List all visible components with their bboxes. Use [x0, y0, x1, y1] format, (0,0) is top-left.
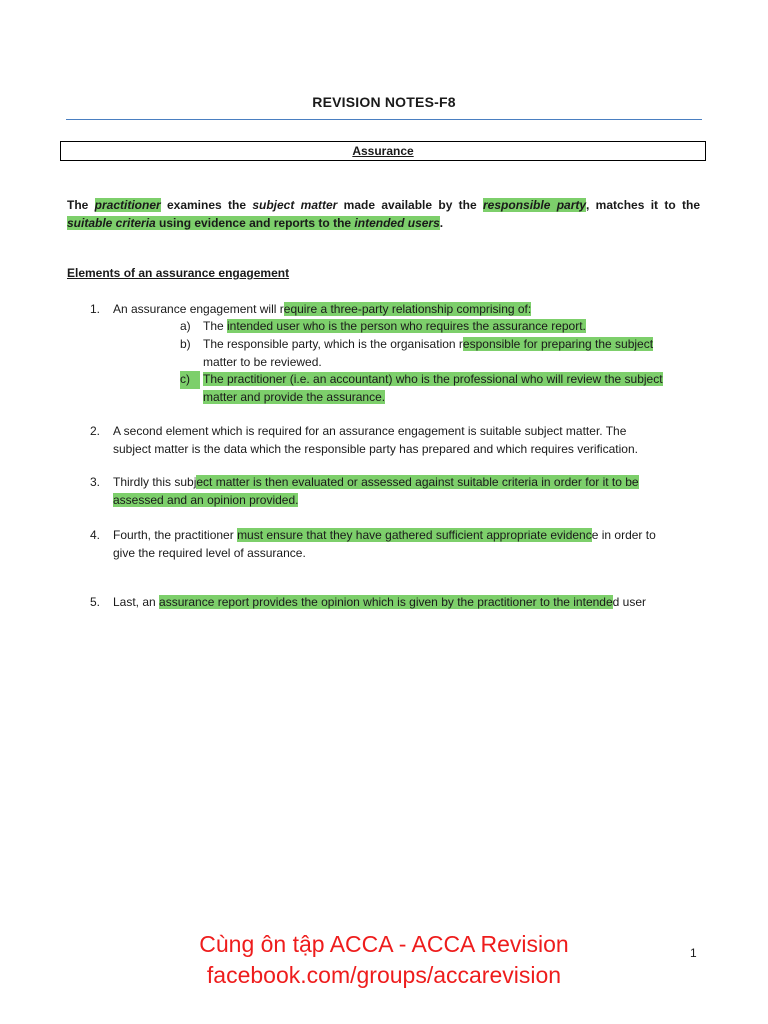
list-item-2 [90, 423, 710, 458]
highlighted-text: matter and provide the assurance. [203, 389, 386, 404]
sub-text: The responsible party, which is the organisation r [203, 337, 463, 351]
highlighted-text: must ensure that they have gathered sufficient appropriate evidenc [237, 528, 592, 542]
sub-item-b [180, 336, 700, 371]
title-divider [66, 119, 702, 120]
intro-term-responsible-party: responsible party [483, 198, 587, 212]
page-title: REVISION NOTES-F8 [312, 94, 456, 110]
list-item-1 [90, 301, 710, 319]
footer-line-1: Cùng ôn tập ACCA - ACCA Revision [199, 931, 569, 957]
intro-term-intended-users: intended users [354, 216, 440, 230]
highlighted-text: The practitioner (i.e. an accountant) who is the professional who will review the subject [203, 372, 663, 386]
intro-text: examines the [160, 198, 253, 212]
list-text: subject matter is the data which the responsible party has prepared and which requires verification. [113, 441, 638, 456]
highlighted-text: intended user who is the person who requires the assurance report. [227, 319, 586, 333]
section-box [60, 141, 706, 161]
list-text: Thirdly this subj [113, 475, 197, 489]
list-text: give the required level of assurance. [113, 545, 306, 560]
highlighted-text: esponsible for preparing the subject [462, 337, 654, 351]
footer-watermark [0, 929, 768, 991]
list-text: d user [612, 595, 646, 609]
intro-text: . [439, 216, 444, 230]
intro-term-suitable-criteria: suitable criteria [67, 216, 156, 230]
list-text: Last, an [113, 595, 160, 609]
sub-letter: a) [180, 319, 191, 333]
section-box-label: Assurance [352, 144, 414, 158]
highlighted-text: assessed and an opinion provided. [113, 492, 299, 507]
list-number: 5. [90, 595, 101, 609]
list-number: 3. [90, 475, 101, 489]
sub-item-c [180, 371, 700, 406]
highlighted-text: assurance report provides the opinion which is given by the practitioner to the intende [159, 595, 613, 609]
list-text: e in order to [591, 528, 656, 542]
intro-text: , matches it to the [586, 198, 700, 212]
sub-text: The [203, 319, 228, 333]
list-text: A second element which is required for an assurance engagement is suitable subject matter. The [113, 424, 627, 438]
highlighted-text: equire a three-party relationship comprising of: [283, 302, 532, 316]
list-item-5 [90, 594, 710, 612]
list-item-3 [90, 474, 710, 509]
intro-text: The [67, 198, 95, 212]
intro-text: using evidence and reports to the [155, 216, 355, 230]
section-heading: Elements of an assurance engagement [67, 266, 290, 280]
highlighted-text: ect matter is then evaluated or assessed against suitable criteria in order for it to be [196, 475, 639, 489]
sub-item-a [180, 318, 700, 336]
intro-term-subject-matter: subject matter [252, 198, 338, 212]
intro-paragraph [67, 196, 700, 232]
sub-letter: b) [180, 337, 191, 351]
intro-text: made available by the [337, 198, 484, 212]
list-number: 4. [90, 528, 101, 542]
list-number: 2. [90, 424, 101, 438]
intro-term-practitioner: practitioner [94, 198, 161, 212]
list-item-4 [90, 527, 710, 562]
list-number: 1. [90, 302, 101, 316]
sub-letter: c) [180, 371, 200, 389]
page-number: 1 [690, 946, 697, 960]
list-text: An assurance engagement will r [113, 302, 284, 316]
list-text: Fourth, the practitioner [113, 528, 238, 542]
footer-link[interactable]: facebook.com/groups/accarevision [206, 962, 562, 988]
sub-text: matter to be reviewed. [203, 354, 322, 369]
